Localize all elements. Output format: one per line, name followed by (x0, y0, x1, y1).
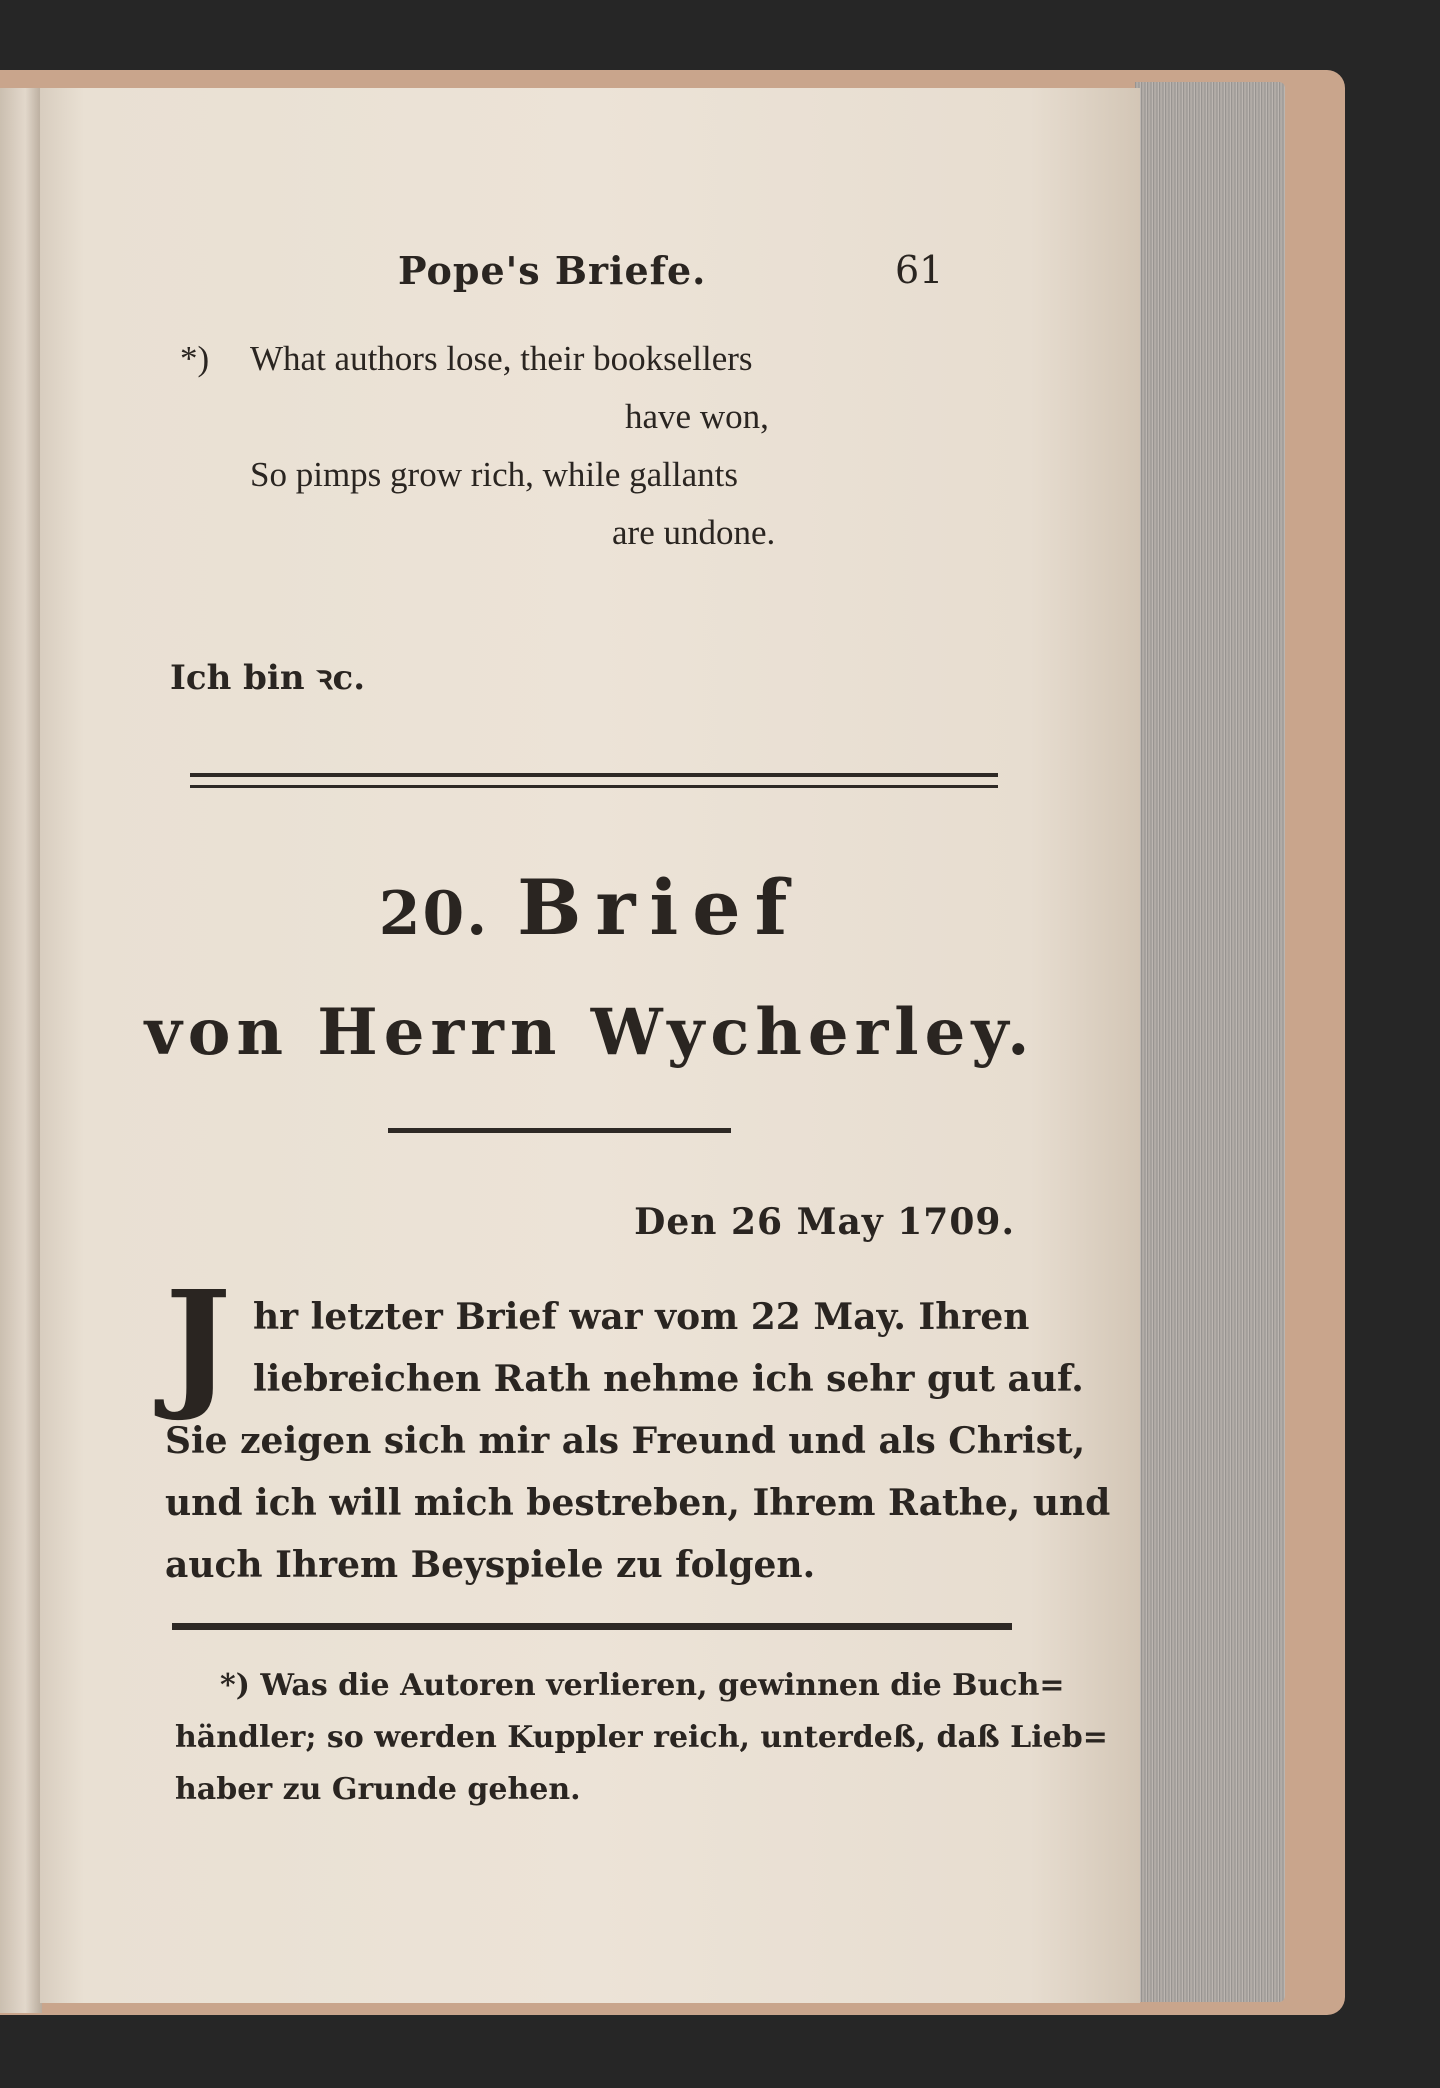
body-line: Sie zeigen sich mir als Freund und als Christ, (165, 1420, 1086, 1462)
poem-quote (140, 330, 980, 562)
poem-line-text: have won, (625, 397, 769, 436)
footnote-mark: *) (180, 339, 210, 378)
letter-heading (40, 858, 1140, 964)
footnote-line: haber zu Grunde gehen. (175, 1772, 581, 1807)
letter-number: 20. (378, 879, 490, 949)
book-page (40, 88, 1140, 2003)
poem-line-text: are undone. (612, 513, 776, 552)
dateline: Den 26 May 1709. (634, 1201, 1015, 1243)
poem-line (140, 446, 980, 504)
drop-cap: J (165, 1261, 232, 1425)
letter-subheading: von Herrn Wycherley. (144, 995, 1036, 1070)
running-head (40, 248, 1140, 308)
body-line: und ich will mich bestreben, Ihrem Rathe, und (165, 1482, 1111, 1524)
poem-line-text: What authors lose, their booksellers (250, 339, 753, 378)
body-line: auch Ihrem Beyspiele zu folgen. (165, 1544, 816, 1586)
left-page-edge (0, 88, 42, 2013)
poem-line (140, 330, 980, 388)
poem-line-text: So pimps grow rich, while gallants (250, 455, 739, 494)
body-line: hr letzter Brief war vom 22 May. Ihren (253, 1296, 1030, 1338)
page-edges (1135, 82, 1285, 2002)
footnote-rule (172, 1623, 1012, 1630)
poem-line (140, 388, 980, 446)
section-divider (190, 773, 998, 788)
heading-rule (388, 1128, 731, 1133)
page-number: 61 (895, 248, 944, 292)
letter-heading-word: Brief (517, 863, 802, 952)
running-head-title: Pope's Briefe. (398, 248, 707, 293)
footnote-line: händler; so werden Kuppler reich, unterdeß, daß Lieb= (175, 1720, 1108, 1755)
closing-formula: Ich bin ꝛc. (170, 658, 366, 698)
footnote-line: *) Was die Autoren verlieren, gewinnen die Buch= (220, 1668, 1065, 1703)
letter-body (165, 1261, 1111, 1596)
footnote (175, 1660, 1108, 1816)
body-line: liebreichen Rath nehme ich sehr gut auf. (253, 1358, 1084, 1400)
poem-line (140, 504, 980, 562)
